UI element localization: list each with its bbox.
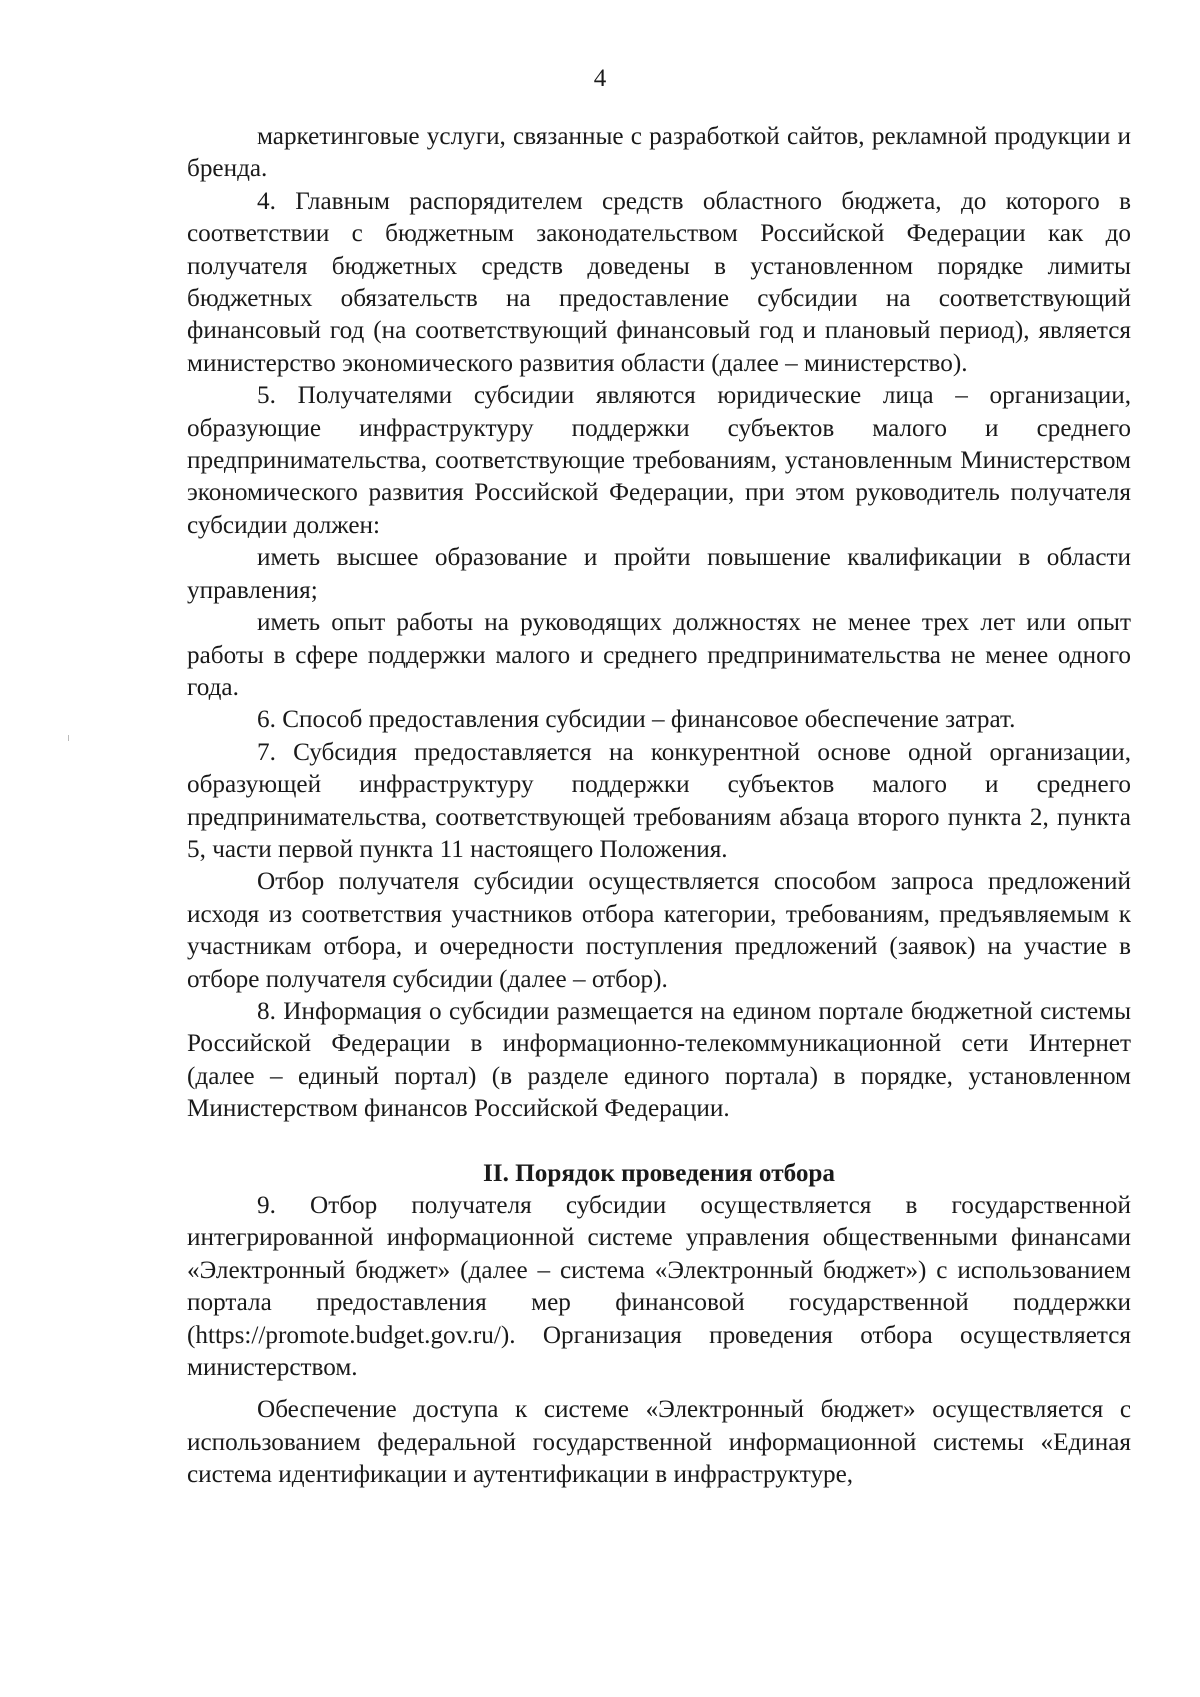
paragraph-continuation: маркетинговые услуги, связанные с разработкой сайтов, рекламной продукции и бренда. bbox=[187, 123, 1131, 183]
paragraph-requirement-experience: иметь опыт работы на руководящих должностях не менее трех лет или опыт работы в сфере поддержки малого и среднего предпринимательства не менее одного года. bbox=[187, 609, 1131, 701]
paragraph-item-6: 6. Способ предоставления субсидии – финансовое обеспечение затрат. bbox=[257, 706, 1016, 734]
paragraph-item-5: 5. Получателями субсидии являются юридические лица – организации, образующие инфраструктуру поддержки субъектов малого и среднего предпринимательства, соответствующие требованиям, установленным Министерством экономического развития Российской Федерации, при этом руководитель получателя субсидии должен: bbox=[187, 382, 1131, 539]
paragraph-item-4: 4. Главным распорядителем средств областного бюджета, до которого в соответствии с бюджетным законодательством Российской Федерации как до получателя бюджетных средств доведены в установленном порядке лимиты бюджетных обязательств на предоставление субсидии на соответствующий финансовый год (на соответствующий финансовый год и плановый период), является министерство экономического развития области (далее – министерство). bbox=[187, 187, 1131, 377]
paragraph-requirement-education: иметь высшее образование и пройти повышение квалификации в области управления; bbox=[187, 544, 1131, 604]
paragraph-item-8: 8. Информация о субсидии размещается на едином портале бюджетной системы Российской Федерации в информационно-телекоммуникационной сети Интернет (далее – единый портал) (в разделе единого портала) в порядке, установленном Министерством финансов Российской Федерации. bbox=[187, 997, 1131, 1123]
paragraph-item-9: 9. Отбор получателя субсидии осуществляется в государственной интегрированной информационной системе управления общественными финансами «Электронный бюджет» (далее – система «Электронный бюджет») с использованием портала предоставления мер финансовой государственной поддержки (https://promote.budget.gov.ru/). Организация проведения отбора осуществляется министерством. bbox=[187, 1192, 1131, 1382]
paragraph-selection-method: Отбор получателя субсидии осуществляется способом запроса предложений исходя из соответствия участников отбора категории, требованиям, предъявляемым к участникам отбора, и очередности поступления предложений (заявок) на участие в отборе получателя субсидии (далее – отбор). bbox=[187, 868, 1131, 993]
paragraph-item-7: 7. Субсидия предоставляется на конкурентной основе одной организации, образующей инфраструктуру поддержки субъектов малого и среднего предпринимательства, соответствующей требованиям абзаца второго пункта 2, пункта 5, части первой пункта 11 настоящего Положения. bbox=[187, 738, 1131, 863]
section-heading: II. Порядок проведения отбора bbox=[482, 1159, 836, 1187]
margin-mark bbox=[68, 735, 69, 741]
page-number: 4 bbox=[593, 65, 607, 92]
paragraph-access-provision: Обеспечение доступа к системе «Электронный бюджет» осуществляется с использованием федеральной государственной информационной системы «Единая система идентификации и аутентификации в инфраструктуре, bbox=[187, 1396, 1131, 1489]
document-body bbox=[187, 121, 1131, 1492]
